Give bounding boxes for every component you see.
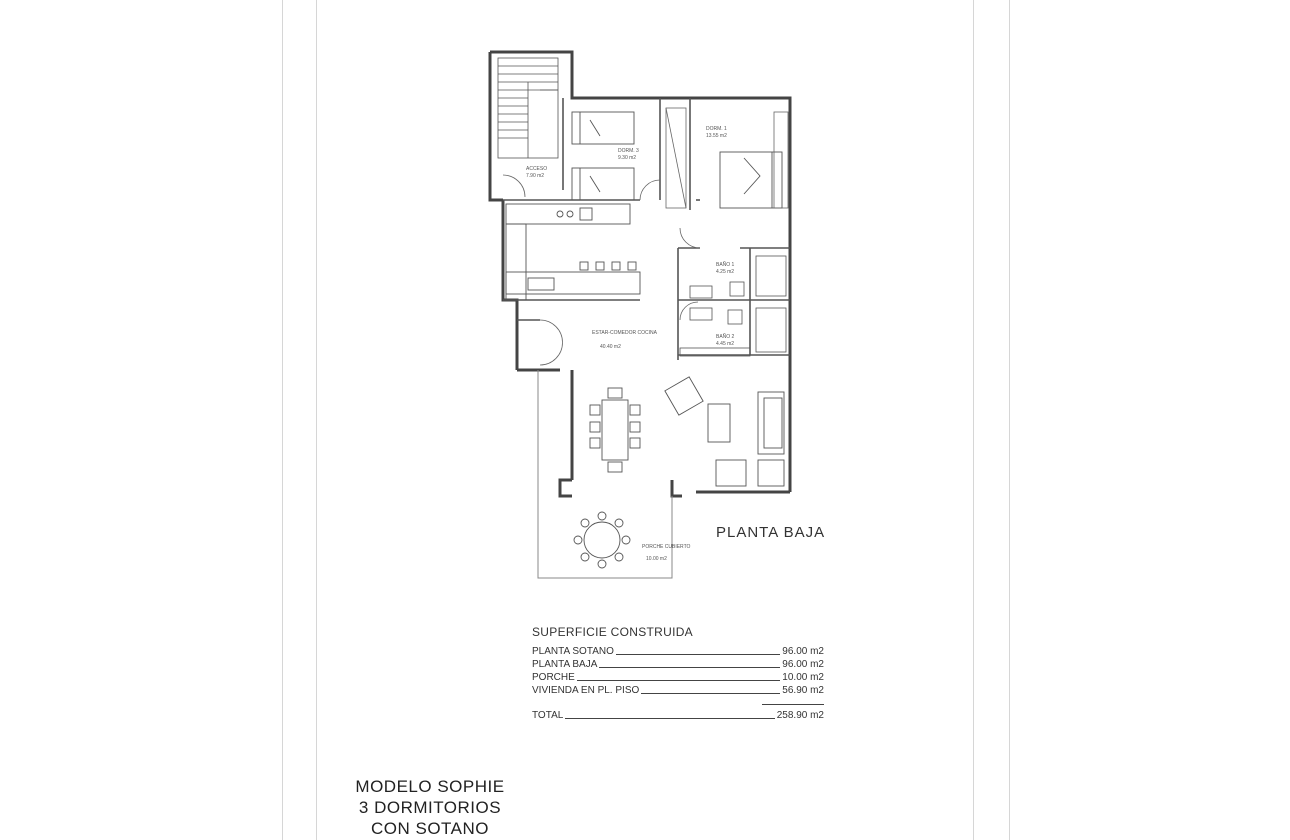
room-area-acceso: 7.90 m2	[526, 173, 545, 179]
room-area-estar: 40.40 m2	[600, 344, 621, 350]
area-row-value: 96.00 m2	[782, 646, 824, 657]
room-area-dorm-1: 13.55 m2	[706, 133, 727, 139]
area-row-value: 10.00 m2	[782, 672, 824, 683]
room-area-dorm-3: 9.30 m2	[618, 155, 637, 161]
kitchen-furniture	[506, 204, 640, 300]
area-total-label: TOTAL	[532, 710, 564, 721]
area-row	[532, 658, 824, 671]
areas-table	[532, 625, 824, 722]
room-label-acceso: ACCESO	[526, 166, 548, 172]
area-row	[532, 671, 824, 684]
room-label-dorm-1: DORM. 1	[706, 126, 727, 132]
model-caption	[330, 776, 530, 839]
room-area-bano-2: 4.45 m2	[716, 341, 735, 347]
room-label-dorm-3: DORM. 3	[618, 148, 639, 154]
total-separator	[762, 704, 824, 705]
area-row-label: PLANTA SOTANO	[532, 646, 614, 657]
beds	[572, 112, 782, 208]
room-area-bano-1: 4.25 m2	[716, 269, 735, 275]
room-label-bano-2: BAÑO 2	[716, 334, 735, 340]
model-name: MODELO SOPHIE	[355, 777, 505, 796]
area-row-label: PLANTA BAJA	[532, 659, 598, 670]
room-label-estar: ESTAR-COMEDOR COCINA	[592, 330, 657, 336]
area-row	[532, 645, 824, 658]
bathroom-fixtures	[690, 256, 786, 352]
area-total-row	[532, 709, 824, 722]
stairs	[498, 58, 558, 158]
area-row-label: PORCHE	[532, 672, 575, 683]
area-row	[532, 684, 824, 697]
dining-set	[590, 388, 640, 472]
plan-title: PLANTA BAJA	[716, 524, 826, 541]
area-total-value: 258.90 m2	[776, 710, 824, 721]
model-basement: CON SOTANO	[370, 819, 490, 838]
room-area-porche: 10.00 m2	[646, 556, 667, 562]
room-label-bano-1: BAÑO 1	[716, 262, 735, 268]
room-label-porche: PORCHE CUBIERTO	[642, 544, 691, 550]
areas-title: SUPERFICIE CONSTRUIDA	[532, 625, 693, 639]
area-row-label: VIVIENDA EN PL. PISO	[532, 685, 640, 696]
area-row-value: 96.00 m2	[782, 659, 824, 670]
porch-table	[574, 512, 630, 568]
model-bedrooms: 3 DORMITORIOS	[358, 798, 502, 817]
area-row-value: 56.90 m2	[782, 685, 824, 696]
living-furniture	[665, 377, 784, 486]
wardrobes	[666, 108, 788, 208]
